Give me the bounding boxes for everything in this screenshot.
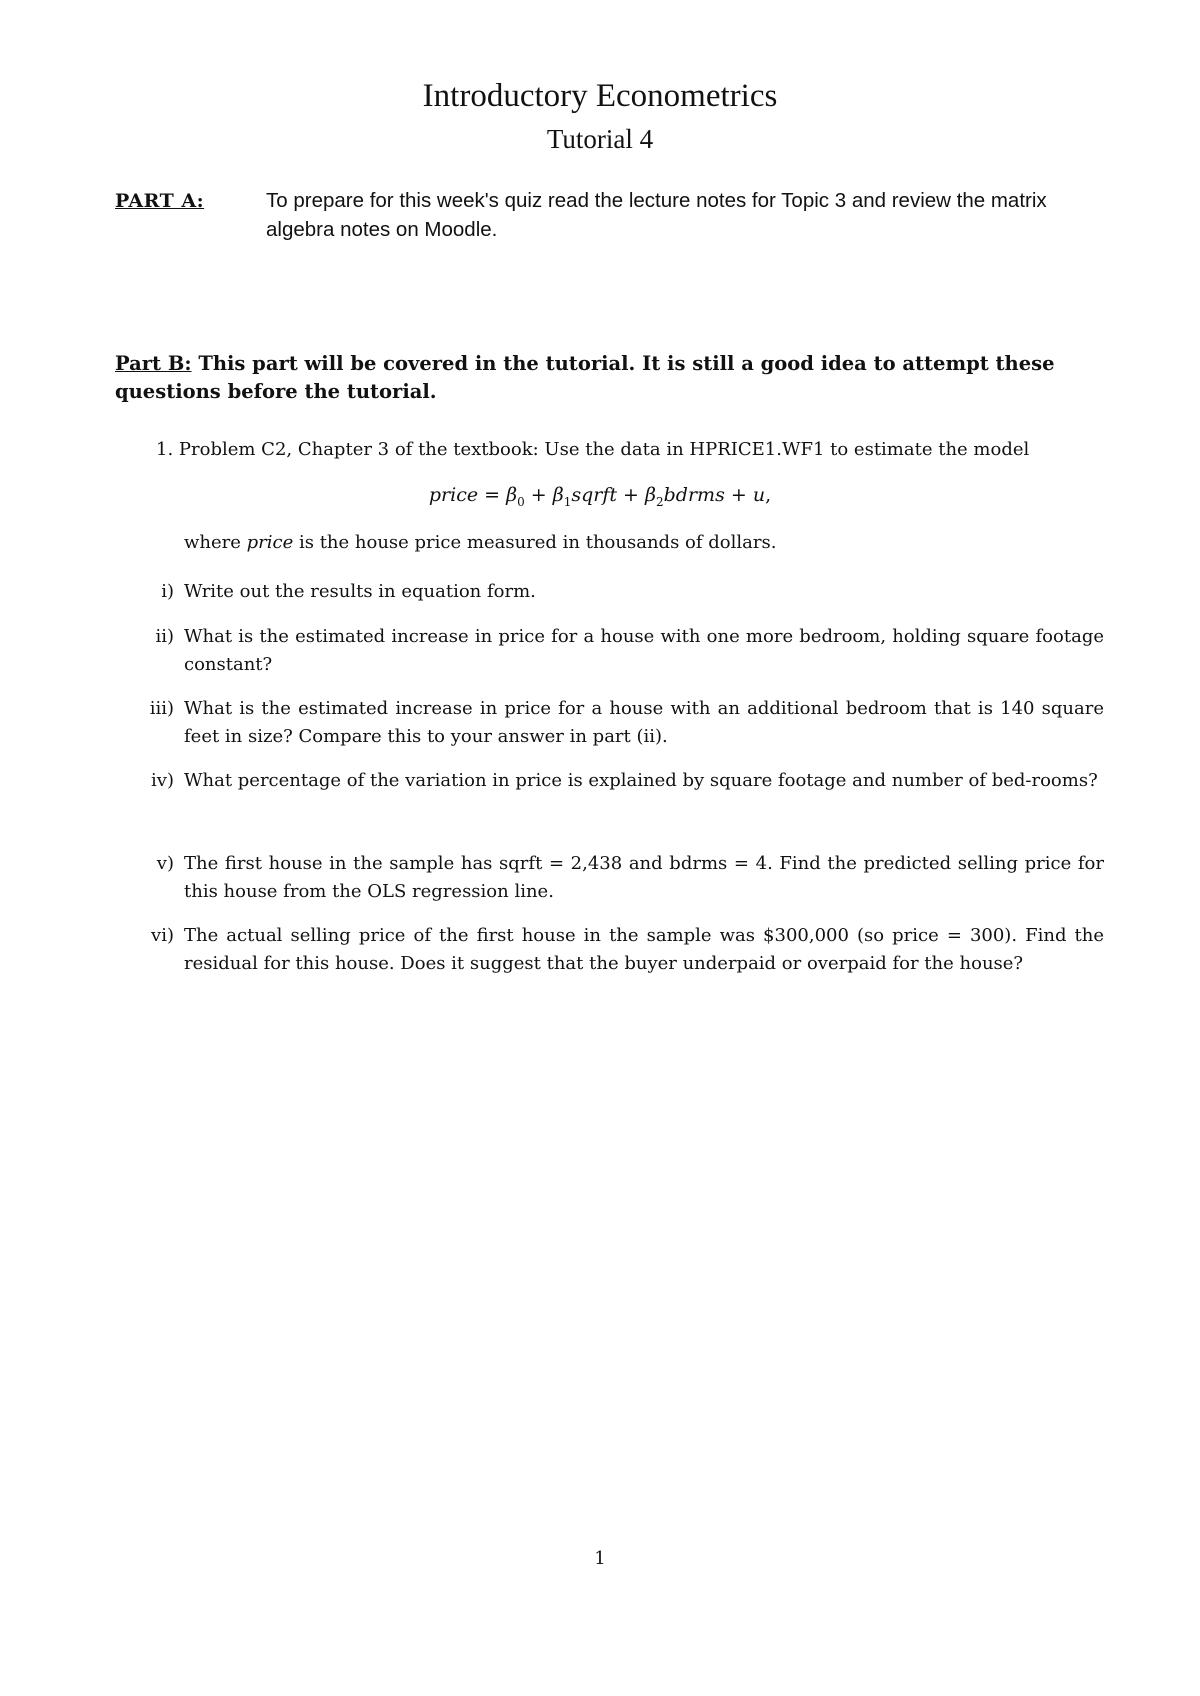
page-number: 1 [594,1548,606,1569]
item-number: iv) [151,770,174,791]
eq-sqrft: sqrft [571,484,618,506]
eq-plus3: + [724,484,753,506]
item-number: iii) [149,698,174,719]
eq-beta0-sub: 0 [517,494,525,509]
part-a-text: To prepare for this week's quiz read the lecture notes for Topic 3 and review the matrix algebra notes on Moodle. [266,189,1047,241]
item-text: The first house in the sample has sqrft = 2,438 and bdrms = 4. Find the predicted selling price for this house from the OLS regression line. [184,853,1104,902]
eq-beta1: β [552,484,564,506]
eq-plus1: + [524,484,553,506]
item-number: vi) [151,925,174,946]
model-equation [0,484,1200,509]
item-text: Write out the results in equation form. [184,581,536,602]
eq-beta1-sub: 1 [563,494,572,509]
eq-comma: , [765,484,772,506]
item-text: What is the estimated increase in price for a house with one more bedroom, holding square footage constant? [184,626,1104,675]
item-text: What percentage of the variation in price is explained by square footage and number of bed-rooms? [184,770,1098,791]
part-b-text: This part will be covered in the tutorial. It is still a good idea to attempt these questions before the tutorial. [115,352,1055,403]
eq-equals: = [478,484,507,506]
where-clause [184,530,776,556]
part-b-label: Part B: [115,352,192,375]
part-a-label: PART A: [115,190,205,212]
part-b-heading [115,350,1105,406]
item-number: v) [156,853,174,874]
eq-error: u [752,484,766,506]
document-title: Introductory Econometrics [422,78,778,114]
where-pre: where [184,532,247,553]
where-var: price [246,532,294,553]
eq-bdrms: bdrms [663,484,725,506]
item-text: The actual selling price of the first house in the sample was $300,000 (so price = 300). Find the residual for this house. Does it suggest that the buyer underpaid or overpaid for the house? [184,925,1104,974]
eq-beta0: β [506,484,518,506]
document-subtitle: Tutorial 4 [546,124,654,154]
item-number: ii) [155,626,174,647]
eq-beta2: β [645,484,656,506]
eq-plus2: + [617,484,646,506]
eq-beta2-sub: 2 [656,494,664,509]
item-text: What is the estimated increase in price for a house with an additional bedroom that is 140 square feet in size? Compare this to your answer in part (ii). [184,698,1104,747]
item-number: i) [161,581,174,602]
where-post: is the house price measured in thousands of dollars. [293,532,777,553]
eq-lhs: price [428,484,479,506]
question-1-intro: 1. Problem C2, Chapter 3 of the textbook: Use the data in HPRICE1.WF1 to estimate the model [156,439,1030,460]
